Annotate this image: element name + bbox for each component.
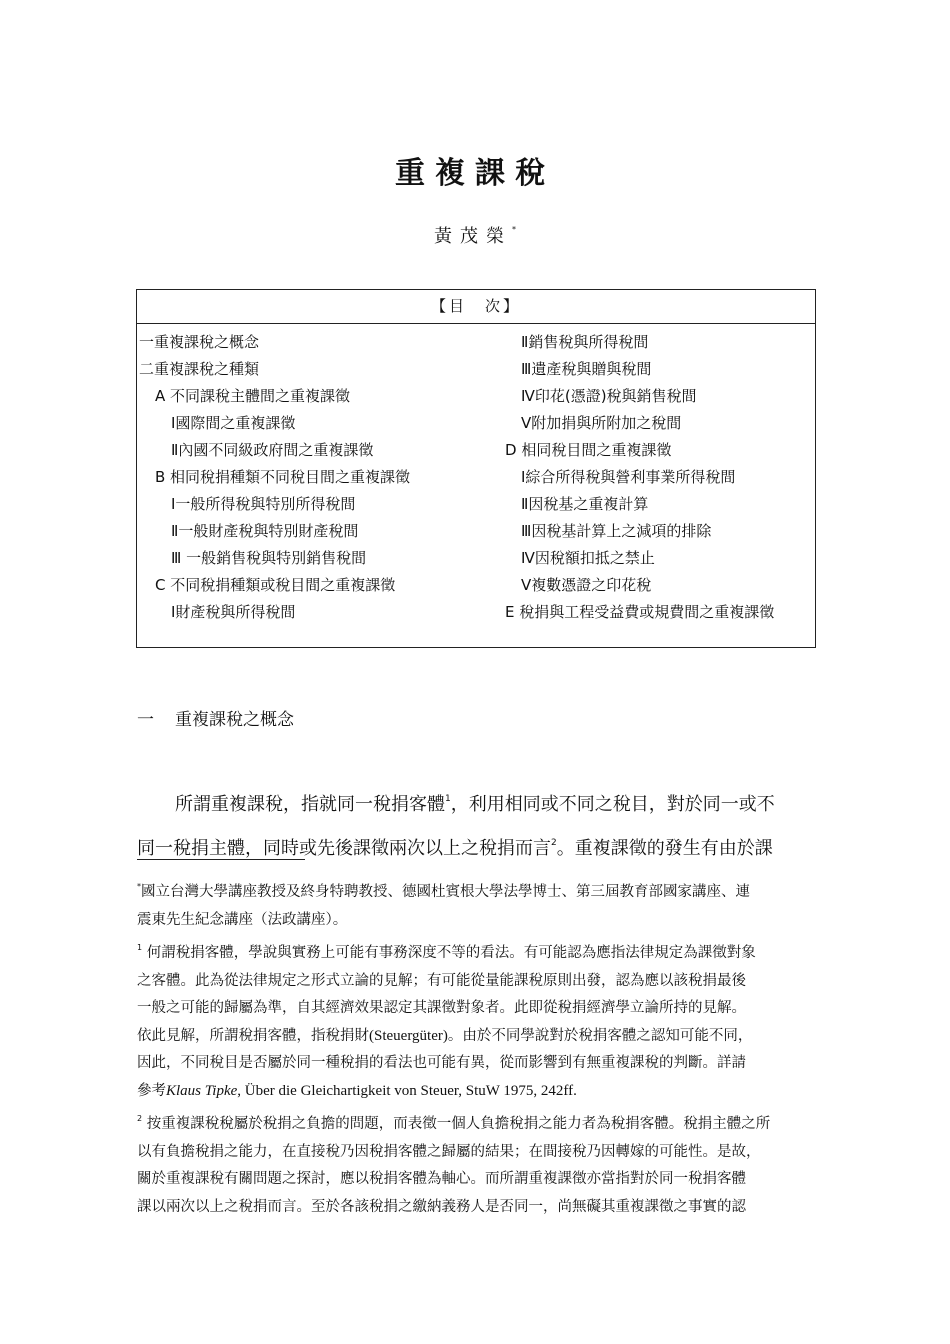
footnote-line: 課以兩次以上之稅捐而言。至於各該稅捐之繳納義務人是否同一，尚無礙其重複課徵之事實的認 <box>137 1198 746 1215</box>
toc-heading: 【目 次】 <box>137 290 815 324</box>
footnote-line <box>137 1078 827 1106</box>
section-number: 一 <box>137 710 154 730</box>
footnote-line: 關於重複課稅有關問題之探討，應以稅捐客體為軸心。而所謂重複課徵亦當指對於同一稅捐客體 <box>137 1171 746 1187</box>
toc-item: Ⅱ一般財產稅與特別財產稅間 <box>171 522 359 540</box>
body-text: 。重複課徵的發生有由於課 <box>556 838 773 859</box>
toc-item: B 相同稅捐種類不同稅目間之重複課徵 <box>155 468 411 486</box>
footnote-text: 。由於不同學說對於稅捐客體之認知可能不同， <box>447 1027 753 1044</box>
toc-item: Ⅴ複數憑證之印花稅 <box>521 576 652 594</box>
footnote-line <box>137 873 827 907</box>
body-paragraph <box>137 780 827 868</box>
toc-item: A 不同課稅主體間之重複課徵 <box>155 387 351 405</box>
toc-item: C 不同稅捐種類或稅目間之重複課徵 <box>155 576 396 594</box>
toc-item: Ⅴ附加捐與所附加之稅間 <box>521 414 682 432</box>
toc-item: D 相同稅目間之重複課徵 <box>505 441 672 459</box>
footnotes <box>137 873 827 1221</box>
paper-title: 重複課稅 <box>395 156 555 191</box>
footnote-text: (Steuergüter) <box>369 1027 448 1044</box>
toc-item: Ⅳ因稅額扣抵之禁止 <box>521 549 655 567</box>
footnote-line: 之客體。此為從法律規定之形式立論的見解；有可能從量能課稅原則出發，認為應以該稅捐最後 <box>137 972 746 989</box>
section-title: 重複課稅之概念 <box>175 710 294 730</box>
footnote-divider <box>137 859 305 860</box>
footnote-mark: 1 <box>137 943 143 952</box>
footnote-text: 依此見解，所謂稅捐客體，指稅捐財 <box>137 1027 369 1044</box>
toc-item: Ⅰ一般所得稅與特別所得稅間 <box>171 495 356 513</box>
toc-item: E 稅捐與工程受益費或規費間之重複課徵 <box>505 603 775 621</box>
toc-right-column <box>489 329 774 626</box>
citation: , Über die Gleichartigkeit von Steuer, StuW 1975, 242ff. <box>237 1082 577 1099</box>
cited-author: Klaus Tipke <box>166 1082 238 1099</box>
body-text: ，利用相同或不同之稅目，對於同一或不 <box>450 794 775 815</box>
footnote-mark: * <box>137 882 141 891</box>
section-heading <box>137 705 294 730</box>
footnote-line: 震東先生紀念講座（法政講座）。 <box>137 911 348 928</box>
toc-item: Ⅱ內國不同級政府間之重複課徵 <box>171 441 374 459</box>
toc-item: 一重複課稅之概念 <box>139 333 260 351</box>
toc-item: Ⅱ銷售稅與所得稅間 <box>521 333 649 351</box>
footnote-line: 因此，不同稅目是否屬於同一種稅捐的看法也可能有異，從而影響到有無重複課稅的判斷。詳請 <box>137 1055 746 1071</box>
toc-item: Ⅱ因稅基之重複計算 <box>521 495 649 513</box>
toc-item: 二重複課稅之種類 <box>139 360 260 378</box>
toc-item: Ⅰ綜合所得稅與營利事業所得稅間 <box>521 468 736 486</box>
footnote-text: 國立台灣大學講座教授及終身特聘教授、德國杜賓根大學法學博士、第三屆教育部國家講座、連 <box>141 884 750 900</box>
toc-item: Ⅲ遺產稅與贈與稅間 <box>521 360 652 378</box>
footnote-mark: 2 <box>137 1114 143 1123</box>
author <box>0 222 950 248</box>
footnote-text: 參考 <box>137 1082 166 1099</box>
toc-item: Ⅰ國際間之重複課徵 <box>171 414 296 432</box>
footnote-ref[interactable]: 2 <box>551 838 557 848</box>
toc-item: Ⅳ印花(憑證)稅與銷售稅間 <box>521 387 697 405</box>
footnote-text: 何謂稅捐客體，學說與實務上可能有事務深度不等的看法。有可能認為應指法律規定為課徵對象 <box>142 945 756 961</box>
footnote-line <box>137 1105 827 1139</box>
toc-item: Ⅰ財產稅與所得稅間 <box>171 603 296 621</box>
toc-left-column <box>139 329 410 626</box>
author-footnote-mark: * <box>512 225 516 234</box>
footnote-text: 按重複課稅稅屬於稅捐之負擔的問題，而表徵一個人負擔稅捐之能力者為稅捐客體。稅捐主體之所 <box>142 1116 771 1132</box>
toc-item: Ⅲ 一般銷售稅與特別銷售稅間 <box>171 549 367 567</box>
toc-item: Ⅲ因稅基計算上之減項的排除 <box>521 522 712 540</box>
body-text: 所謂重複課稅，指就同一稅捐客體 <box>175 794 445 815</box>
footnote-line: 以有負擔稅捐之能力，在直接稅乃因稅捐客體之歸屬的結果；在間接稅乃因轉嫁的可能性。是故， <box>137 1143 761 1160</box>
footnote-line: 一般之可能的歸屬為準，自其經濟效果認定其課徵對象者。此即從稅捐經濟學立論所持的見解。 <box>137 1000 746 1016</box>
body-line <box>137 824 827 868</box>
table-of-contents <box>136 289 816 648</box>
body-text: 同一稅捐主體，同時或先後課徵兩次以上之稅捐而言 <box>137 838 551 859</box>
author-name: 黃茂榮 <box>434 226 512 247</box>
footnote-line <box>137 934 827 968</box>
footnote-line <box>137 1023 827 1051</box>
footnote-ref[interactable]: 1 <box>445 794 451 804</box>
body-line <box>137 780 827 824</box>
